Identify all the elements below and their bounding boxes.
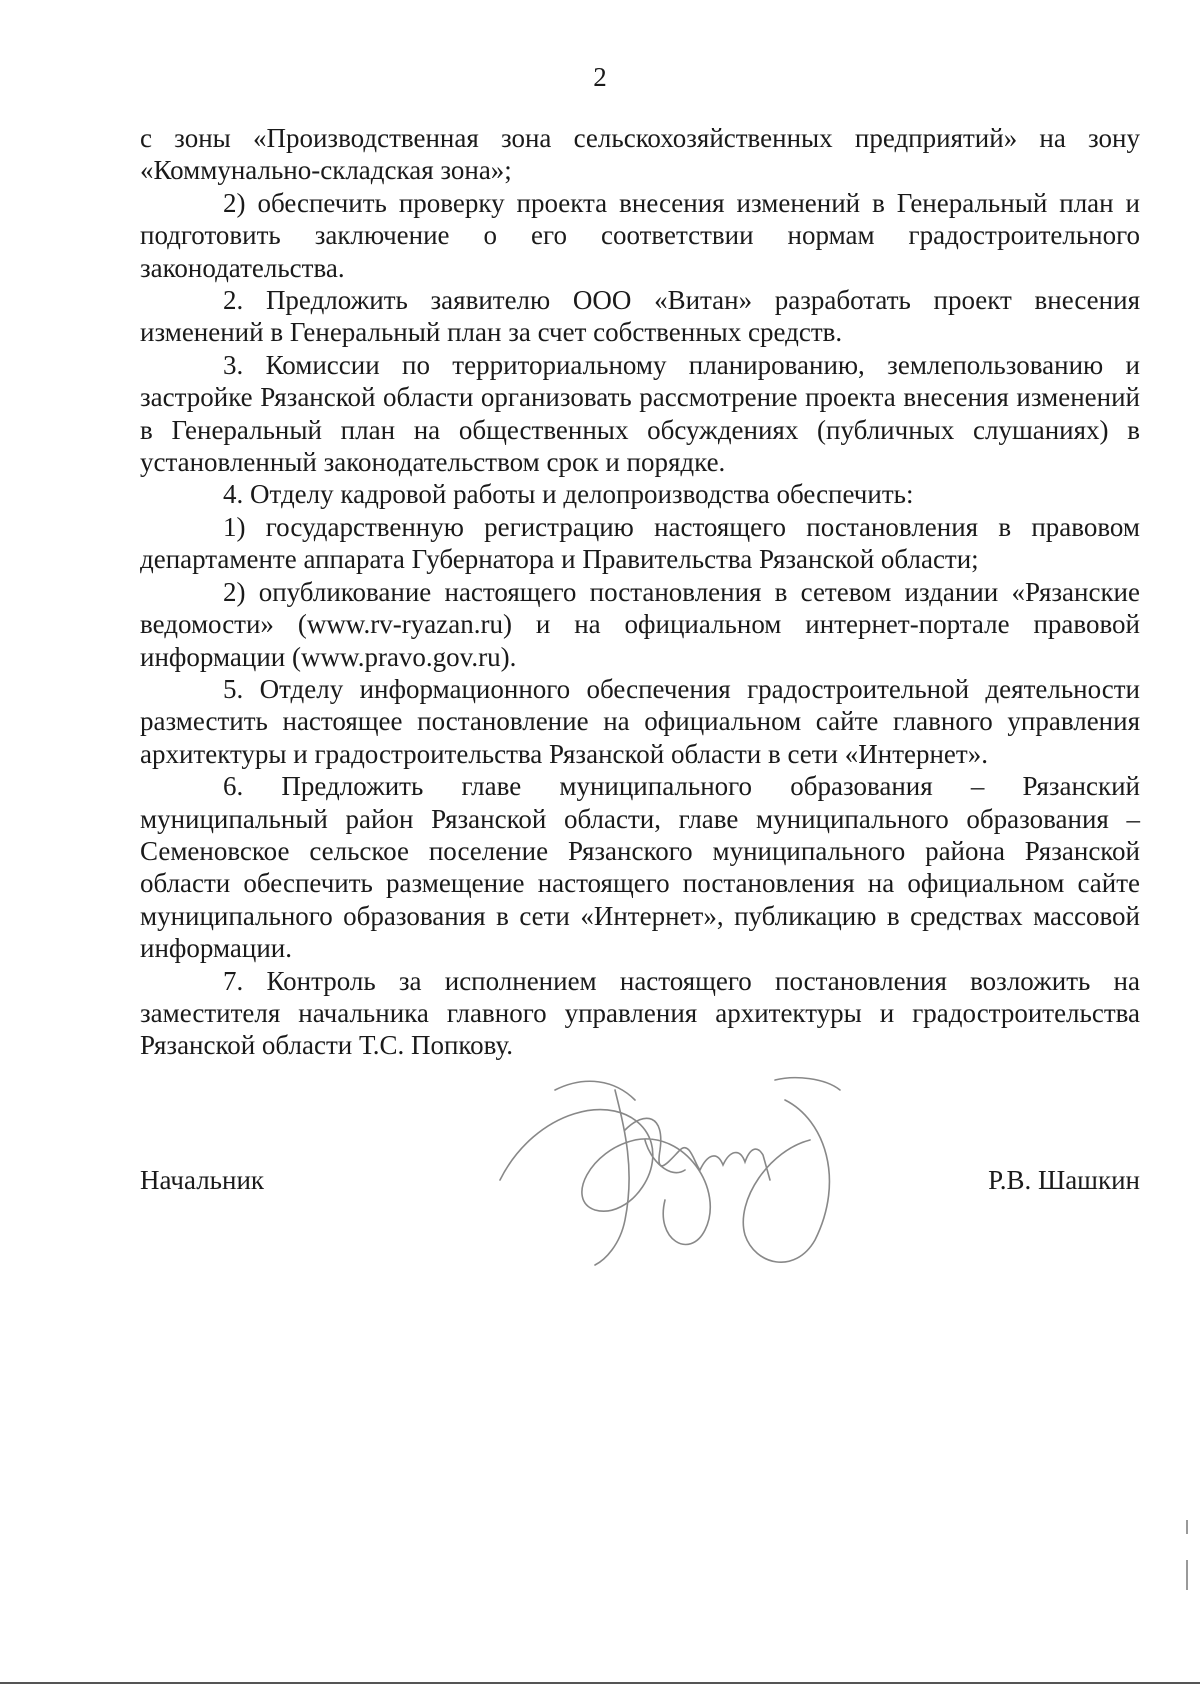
signer-name: Р.В. Шашкин bbox=[988, 1165, 1140, 1195]
page-number: 2 bbox=[593, 62, 607, 92]
document-body bbox=[140, 122, 1140, 1062]
paragraph-item-4-1: 1) государственную регистрацию настоящего постановления в правовом департаменте аппарата Губернатора и Правительства Рязанской области; bbox=[140, 511, 1140, 575]
signer-position-title: Начальник bbox=[140, 1165, 265, 1195]
scan-bottom-edge bbox=[0, 1682, 1200, 1684]
paragraph-item-5: 5. Отделу информационного обеспечения градостроительной деятельности разместить настоящее постановление на официальном сайте главного управления архитектуры и градостроительства Рязанской области в сети «Интернет». bbox=[140, 673, 1140, 769]
paragraph-item-1-2: 2) обеспечить проверку проекта внесения изменений в Генеральный план и подготовить заключение о его соответствии нормам градостроительного законодательства. bbox=[140, 187, 1140, 283]
paragraph-zone-change: с зоны «Производственная зона сельскохозяйственных предприятий» на зону «Коммунально-складская зона»; bbox=[140, 123, 1140, 186]
scan-edge-mark bbox=[1186, 1560, 1188, 1590]
paragraph-item-4: 4. Отделу кадровой работы и делопроизводства обеспечить: bbox=[223, 479, 914, 510]
paragraph-item-7: 7. Контроль за исполнением настоящего постановления возложить на заместителя начальника главного управления архитектуры и градостроительства Рязанской области Т.С. Попкову. bbox=[140, 965, 1140, 1061]
paragraph-item-2: 2. Предложить заявителю ООО «Витан» разработать проект внесения изменений в Генеральный план за счет собственных средств. bbox=[140, 285, 1140, 348]
paragraph-item-6: 6. Предложить главе муниципального образования – Рязанский муниципальный район Рязанской области, главе муниципального образования – Семеновское сельское поселение Рязанского муниципального района Рязанской области обеспечить размещение настоящего постановления на официальном сайте муниципального образования в сети «Интернет», публикацию в средствах массовой информации. bbox=[140, 771, 1140, 964]
signature-block bbox=[140, 1164, 1140, 1204]
paragraph-item-3: 3. Комиссии по территориальному планированию, землепользованию и застройке Рязанской области организовать рассмотрение проекта внесения изменений в Генеральный план на общественных обсуждениях (публичных слушаниях) в установленный законодательством срок и порядке. bbox=[140, 349, 1140, 478]
paragraph-item-4-2: 2) опубликование настоящего постановления в сетевом издании «Рязанские ведомости» (www.rv-ryazan.ru) и на официальном интернет-портале правовой информации (www.pravo.gov.ru). bbox=[140, 576, 1140, 672]
scan-edge-mark bbox=[1186, 1520, 1188, 1534]
